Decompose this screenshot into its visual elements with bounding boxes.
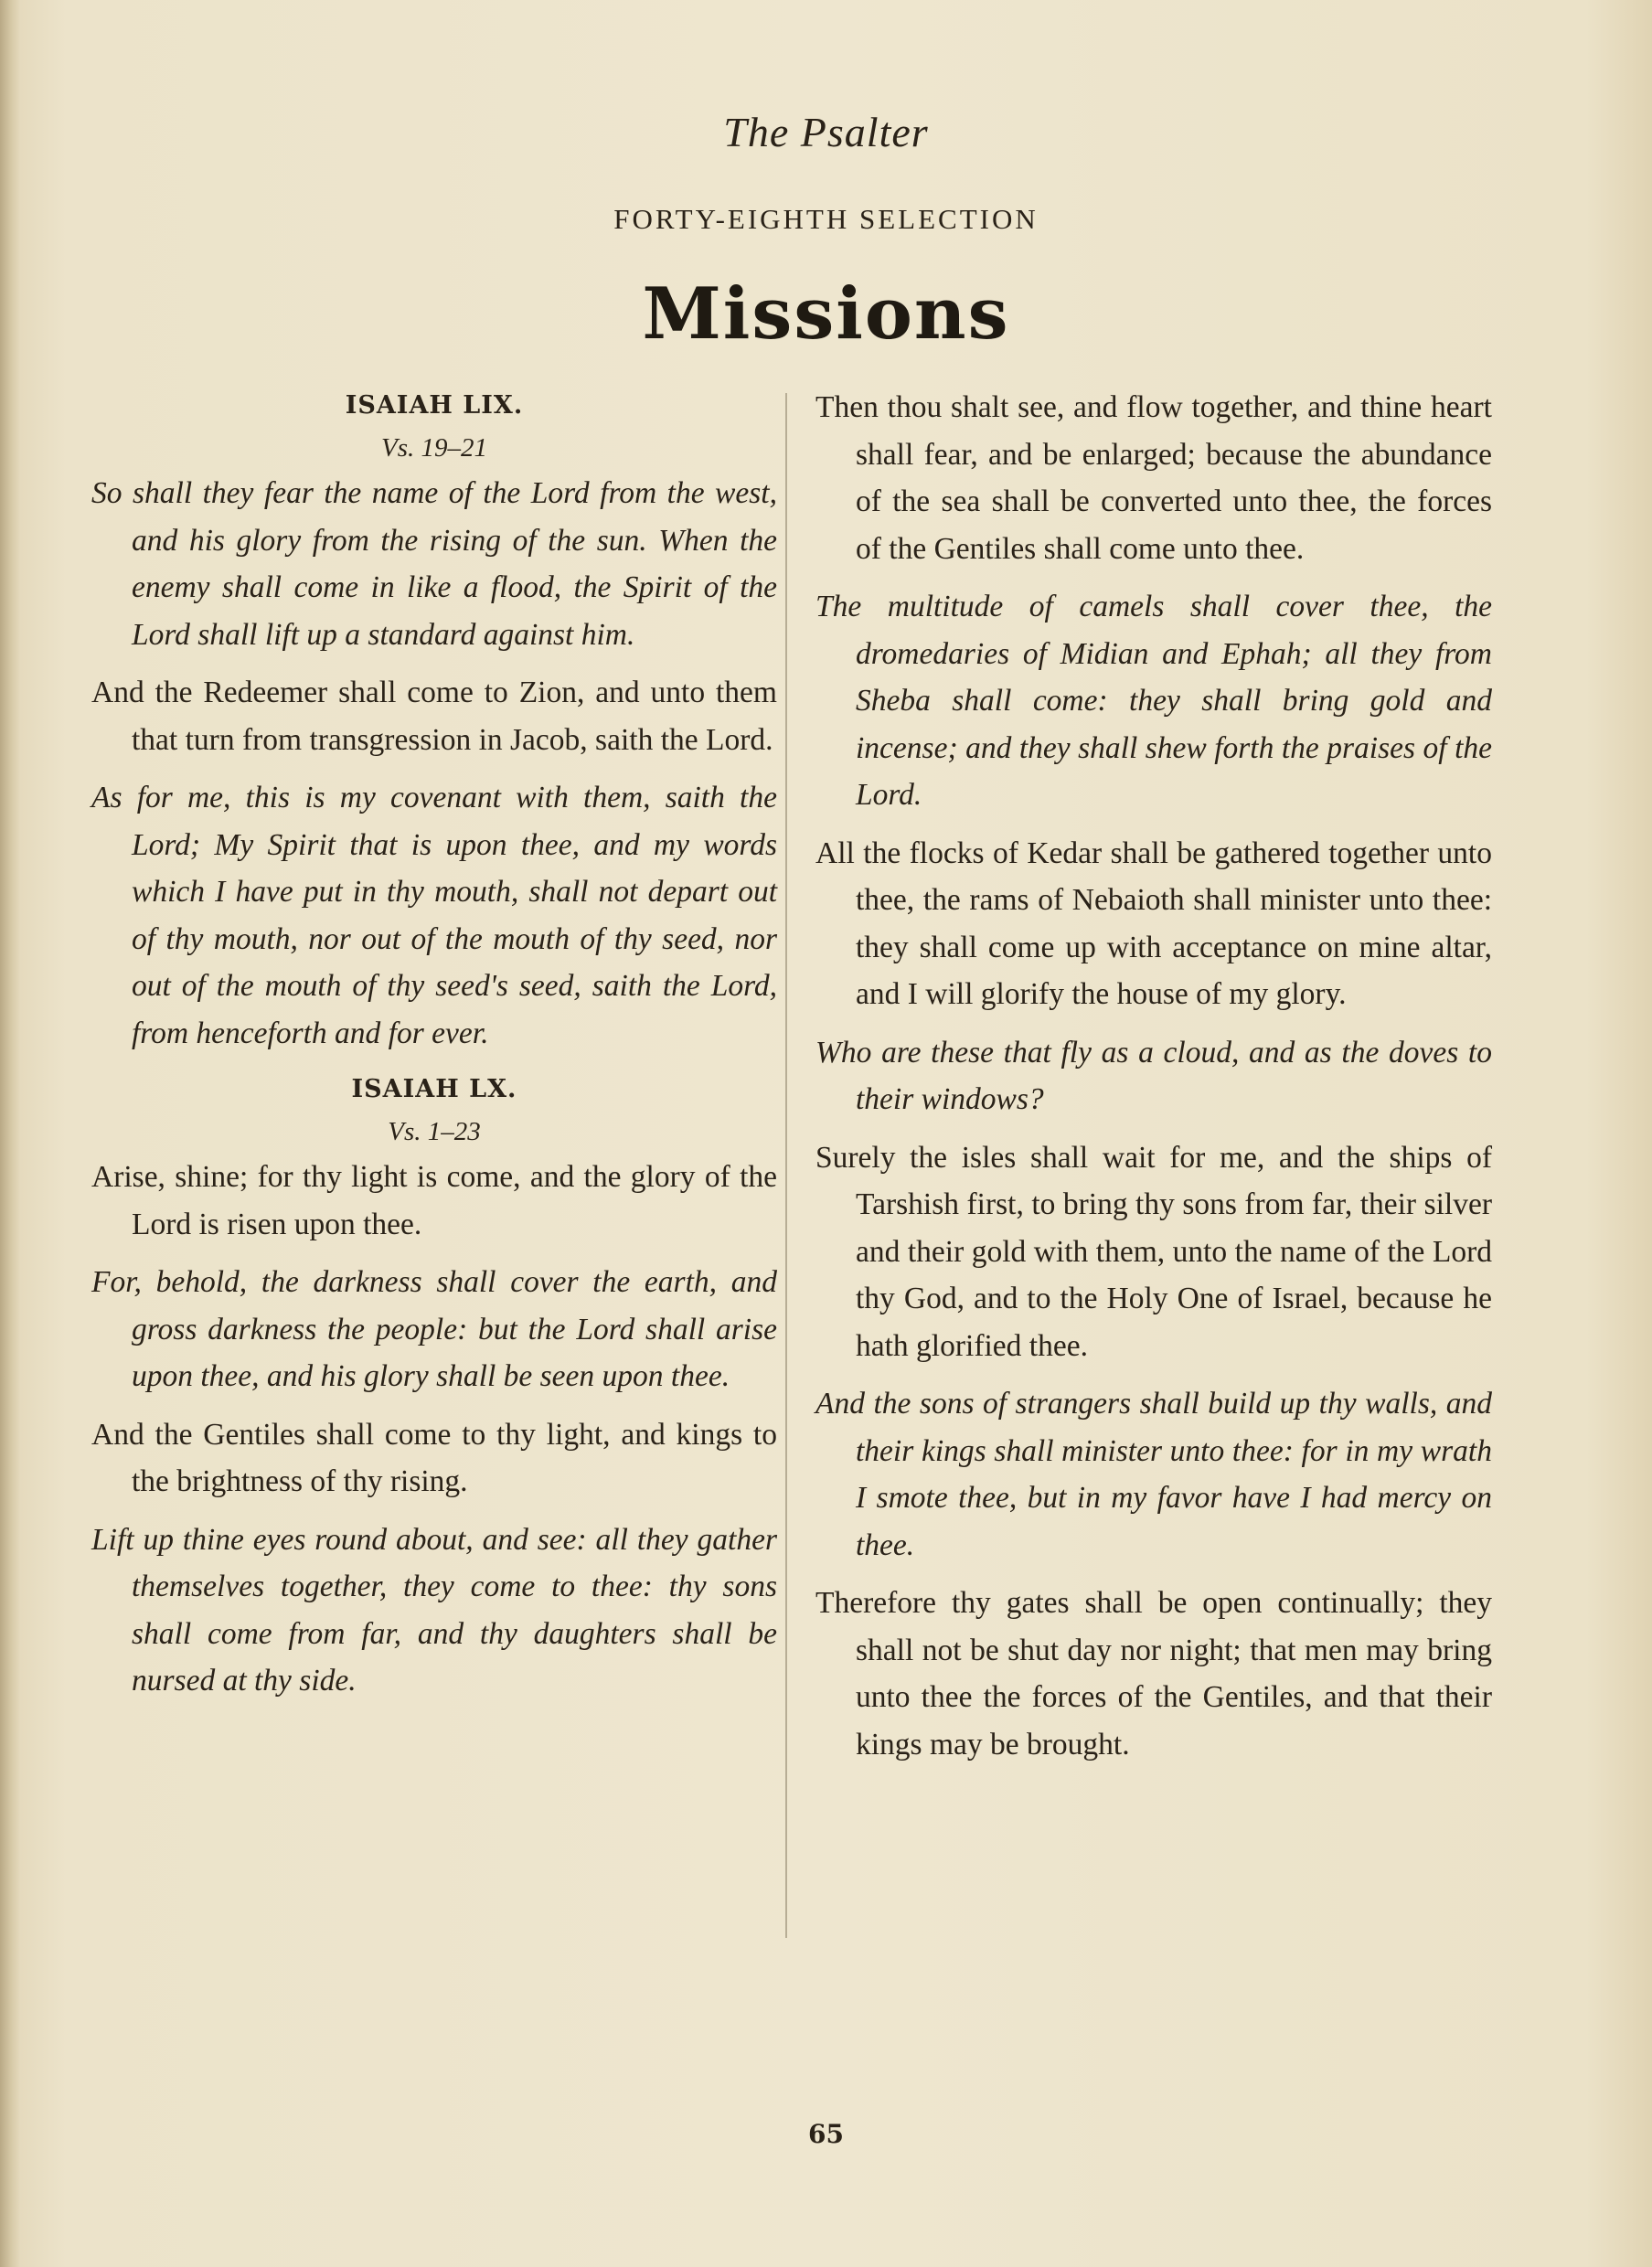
verse: Therefore thy gates shall be open continually; they shall not be shut day nor night; that men may bring unto thee the forces of the Gentiles, and that their kings may be brought. xyxy=(815,1586,1492,1761)
selection-label: FORTY-EIGHTH SELECTION xyxy=(613,203,1039,235)
section-heading: ISAIAH LX. xyxy=(351,1075,517,1103)
verse: And the Gentiles shall come to thy light, and kings to the brightness of thy rising. xyxy=(91,1417,777,1498)
right-column xyxy=(815,384,1492,1779)
verse: And the sons of strangers shall build up thy walls, and their kings shall minister unto thee: for in my wrath I smote thee, but in my favor have I had mercy on thee. xyxy=(815,1387,1492,1562)
running-head: The Psalter xyxy=(723,109,929,155)
page-number: 65 xyxy=(808,2119,844,2149)
verse: As for me, this is my covenant with them, saith the Lord; My Spirit that is upon thee, and my words which I have put in thy mouth, shall not depart out of thy mouth, nor out of the mouth of thy seed, nor out of the mouth of thy seed's seed, saith the Lord, from henceforth and for ever. xyxy=(91,781,777,1050)
page-title: Missions xyxy=(642,272,1010,356)
verses-reference: Vs. 19–21 xyxy=(381,433,487,463)
verse: Arise, shine; for thy light is come, and the glory of the Lord is risen upon thee. xyxy=(91,1160,777,1241)
verse: Then thou shalt see, and flow together, and thine heart shall fear, and be enlarged; because the abundance of the sea shall be converted unto thee, the forces of the Gentiles shall come unto thee. xyxy=(815,390,1492,566)
left-column xyxy=(91,384,777,1716)
verse: The multitude of camels shall cover thee, the dromedaries of Midian and Ephah; all they from Sheba shall come: they shall bring gold and incense; and they shall shew forth the praises of the Lord. xyxy=(815,590,1492,812)
section-heading: ISAIAH LIX. xyxy=(345,391,524,420)
verse: Surely the isles shall wait for me, and the ships of Tarshish first, to bring thy sons from far, their silver and their gold with them, unto the name of the Lord thy God, and to the Holy One of Israel, because he hath glorified thee. xyxy=(815,1140,1492,1363)
column-divider xyxy=(785,393,787,1938)
verse: For, behold, the darkness shall cover the earth, and gross darkness the people: but the Lord shall arise upon thee, and his glory shall be seen upon thee. xyxy=(91,1265,777,1393)
verse: So shall they fear the name of the Lord from the west, and his glory from the rising of the sun. When the enemy shall come in like a flood, the Spirit of the Lord shall lift up a standard against him. xyxy=(91,476,777,652)
verse: And the Redeemer shall come to Zion, and unto them that turn from transgression in Jacob, saith the Lord. xyxy=(91,676,777,757)
verses-reference: Vs. 1–23 xyxy=(388,1117,481,1146)
verse: All the flocks of Kedar shall be gathered together unto thee, the rams of Nebaioth shall minister unto thee: they shall come up with acceptance on mine altar, and I will glorify the house of my glory. xyxy=(815,835,1492,1011)
verse: Lift up thine eyes round about, and see: all they gather themselves together, they come to thee: thy sons shall come from far, and thy daughters shall be nursed at thy side. xyxy=(91,1522,777,1698)
verse: Who are these that fly as a cloud, and as the doves to their windows? xyxy=(815,1035,1492,1116)
